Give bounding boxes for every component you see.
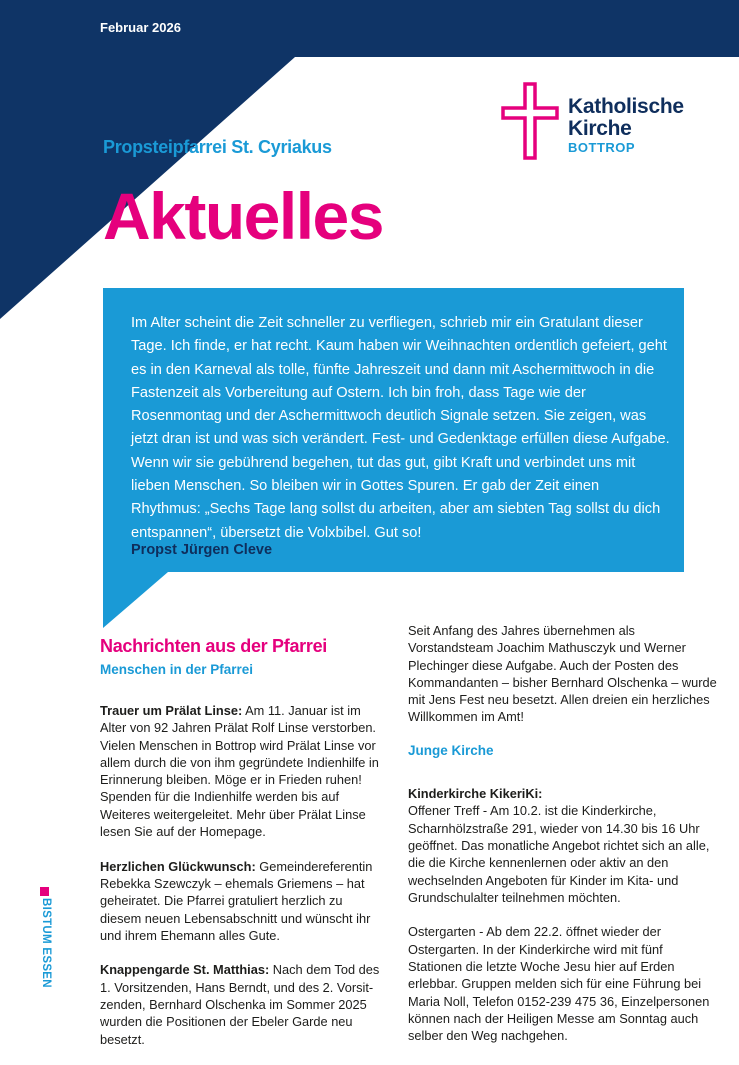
- logo-line2: Kirche: [568, 117, 632, 140]
- youth-item: [408, 785, 720, 906]
- left-column: [100, 634, 385, 1065]
- parish-name: Propsteipfarrei St. Cyriakus: [103, 137, 332, 157]
- pink-square-icon: [40, 887, 49, 896]
- youth-item: Ostergarten - Ab dem 22.2. öffnet wieder der Ostergarten. In der Kinderkirche wird mit fünf Stationen die letzte Woche Jesu hier auf Erden erlebbar. Gruppen melden sich für eine Führung bei Maria Noll, Telefon 0152-239 475 36, Einzelpersonen können nach der Heiligen Messe am Sonntag auch selber den Weg nachgehen.: [408, 924, 710, 1044]
- news-item-lead: Herzlichen Glückwunsch:: [100, 858, 256, 874]
- editorial-author: Propst Jürgen Cleve: [131, 542, 273, 558]
- youth-item-lead: Kinderkirche KikeriKi:: [408, 786, 543, 802]
- news-item-text: Am 11. Januar ist im Alter von 92 Jahren Prälat Rolf Linse verstorben. Vielen Menschen in Bottrop wird Prälat Linse vor allem durch die von ihm gegründete Indienhilfe in Erinnerung bleiben. Möge er in Frieden ruhen! Spenden für die Indienhilfe werden bis auf Weiteres weitergeleitet. Mehr über Prälat Linse lesen Sie auf der Homepage.: [100, 703, 379, 840]
- logo-text: [568, 96, 684, 155]
- section-subheading: Menschen in der Pfarrei: [100, 662, 254, 677]
- logo-line1: Katholische: [568, 95, 684, 118]
- news-item-text: Nach dem Tod des 1. Vorsitzenden, Hans Berndt, und des 2. Vorsitzenden, Bernhard Olschenka im Sommer 2025 wurden die Positionen der Ebeler Garde neu besetzt.: [100, 962, 380, 1047]
- news-item: [100, 858, 385, 944]
- youth-item-text: Offener Treff - Am 10.2. ist die Kinderkirche, Scharnhölzstraße 291, wieder von 14.30 bis 16 Uhr geöffnet. Das monatliche Angebot richtet sich an alle, die die Kirche kennenlernen oder aktiv an den wechselnden Angeboten für Kinder im Kita- und Grundschulalter teilnehmen möchten.: [408, 803, 710, 905]
- diocese-label-text: BISTUM ESSEN: [40, 898, 52, 988]
- issue-date: Februar 2026: [100, 20, 181, 35]
- youth-heading: Junge Kirche: [408, 743, 494, 759]
- news-item-lead: Trauer um Prälat Linse:: [100, 703, 243, 718]
- page-title: Aktuelles: [103, 179, 383, 253]
- news-item: [100, 702, 385, 840]
- news-item-lead: Knappengarde St. Matthias:: [100, 962, 270, 978]
- section-heading: Nachrichten aus der Pfarrei: [100, 636, 327, 656]
- editorial-text: Im Alter scheint die Zeit schneller zu verfliegen, schrieb mir ein Gratulant dieser Tage. Ich finde, er hat recht. Kaum haben wir Weihnachten ordentlich gefeiert, geht es in den Karneval als tolle, fünfte Jahreszeit und dann mit Aschermittwoch in die Fastenzeit als Vorbereitung auf Ostern. Ich bin froh, dass Tage wie der Rosenmontag und der Aschermittwoch deutlich Signale setzen. Sie zeigen, was jetzt dran ist und was sich verändert. Fest- und Gedenktage erfüllen diese Aufgabe. Wenn wir sie gebührend begehen, tut das gut, gibt Kraft und verbindet uns mit lieben Menschen. So bleiben wir in Gottes Spuren. Er gab der Zeit einen Rhythmus: „Sechs Tage lang sollst du arbeiten, aber am siebten Tag sollst du dich entspannen“, übersetzt die Volxbibel. Gut so!: [131, 315, 670, 541]
- news-item-continued: Seit Anfang des Jahres übernehmen als Vorstandsteam Joachim Mathusczyk und Werner Plechinger diese Aufgabe. Auch der Posten des Kommandanten – bisher Bernhard Olschenka – wurde mit Jens Fest neu besetzt. Allen dreien ein herzliches Willkommen im Amt!: [408, 623, 717, 725]
- cross-icon: [500, 82, 560, 160]
- right-column: [408, 622, 720, 1062]
- logo-city: BOTTROP: [568, 140, 636, 155]
- diocese-label: [38, 887, 52, 1007]
- church-logo: [500, 82, 700, 162]
- news-item-text: Gemeindereferentin Rebekka Szewczyk – ehemals Griemens – hat geheiratet. Die Pfarrei gratuliert herzlich zu diesem neuen Lebensabschnitt und wünscht ihr und ihrem Ehemann alles Gute.: [100, 858, 373, 943]
- news-item: [100, 961, 385, 1047]
